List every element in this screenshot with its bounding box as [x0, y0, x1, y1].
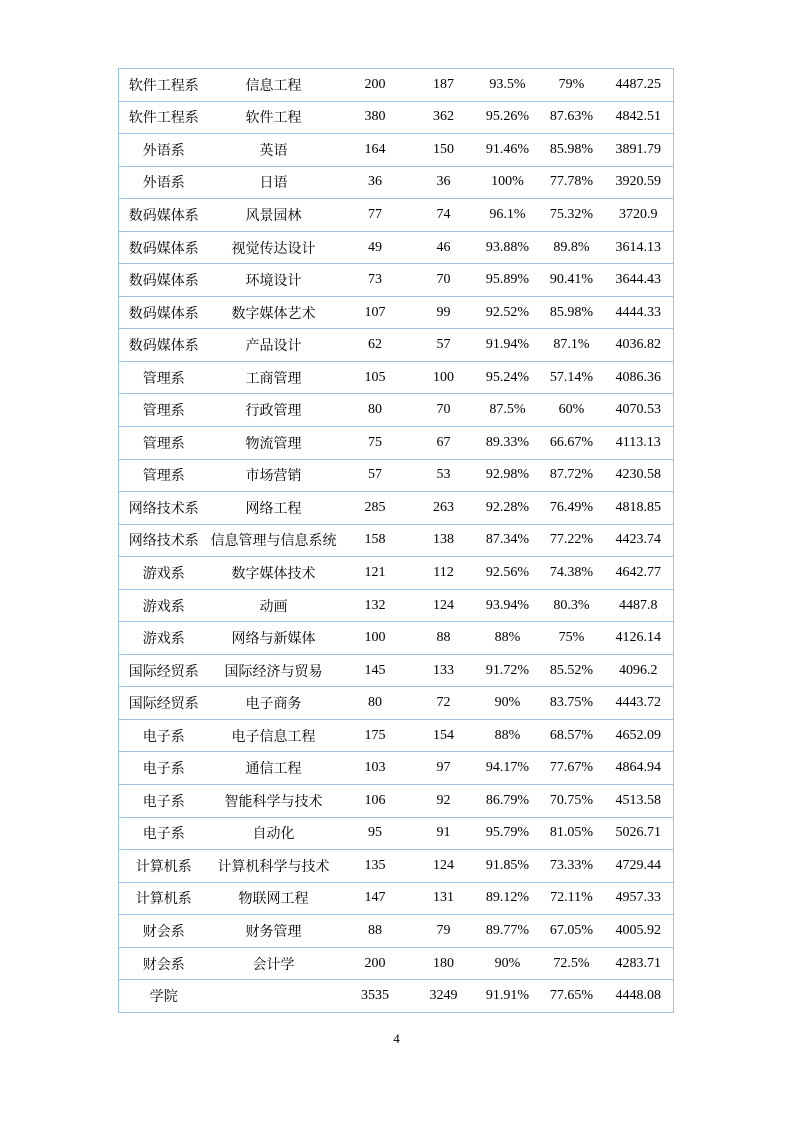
department-cell: 数码媒体系 [119, 296, 209, 329]
rate-cell: 72.11% [540, 882, 604, 915]
salary-cell: 4423.74 [604, 524, 674, 557]
employed-count-cell: 53 [412, 459, 476, 492]
department-cell: 电子系 [119, 817, 209, 850]
table-row [119, 785, 674, 818]
department-cell: 软件工程系 [119, 69, 209, 102]
page-number: 4 [393, 1031, 400, 1046]
table-row [119, 850, 674, 883]
department-cell: 国际经贸系 [119, 687, 209, 720]
department-cell: 计算机系 [119, 850, 209, 883]
employed-count-cell: 92 [412, 785, 476, 818]
employed-count-cell: 124 [412, 850, 476, 883]
salary-cell: 4443.72 [604, 687, 674, 720]
major-cell: 会计学 [209, 947, 339, 980]
major-cell: 物流管理 [209, 427, 339, 460]
table-row [119, 492, 674, 525]
major-cell: 行政管理 [209, 394, 339, 427]
rate-cell: 79% [540, 69, 604, 102]
major-cell: 信息管理与信息系统 [209, 524, 339, 557]
rate-cell: 87.72% [540, 459, 604, 492]
table-row [119, 524, 674, 557]
rate-cell: 70.75% [540, 785, 604, 818]
graduate-count-cell: 175 [339, 719, 412, 752]
employed-count-cell: 100 [412, 361, 476, 394]
employed-count-cell: 72 [412, 687, 476, 720]
graduate-count-cell: 105 [339, 361, 412, 394]
department-cell: 电子系 [119, 719, 209, 752]
rate-cell: 74.38% [540, 557, 604, 590]
rate-cell: 81.05% [540, 817, 604, 850]
department-cell: 财会系 [119, 915, 209, 948]
department-cell: 外语系 [119, 134, 209, 167]
department-cell: 管理系 [119, 459, 209, 492]
rate-cell: 68.57% [540, 719, 604, 752]
employed-count-cell: 99 [412, 296, 476, 329]
major-cell: 日语 [209, 166, 339, 199]
department-cell: 学院 [119, 980, 209, 1013]
major-cell: 数字媒体艺术 [209, 296, 339, 329]
table-row [119, 882, 674, 915]
employed-count-cell: 150 [412, 134, 476, 167]
department-cell: 电子系 [119, 752, 209, 785]
graduate-count-cell: 100 [339, 622, 412, 655]
rate-cell: 77.65% [540, 980, 604, 1013]
rate-cell: 85.98% [540, 296, 604, 329]
department-cell: 外语系 [119, 166, 209, 199]
rate-cell: 91.72% [476, 654, 540, 687]
salary-cell: 4729.44 [604, 850, 674, 883]
department-cell: 游戏系 [119, 622, 209, 655]
rate-cell: 100% [476, 166, 540, 199]
rate-cell: 91.46% [476, 134, 540, 167]
graduate-count-cell: 75 [339, 427, 412, 460]
table-row [119, 980, 674, 1013]
employed-count-cell: 112 [412, 557, 476, 590]
salary-cell: 4036.82 [604, 329, 674, 362]
department-cell: 计算机系 [119, 882, 209, 915]
rate-cell: 72.5% [540, 947, 604, 980]
major-cell [209, 980, 339, 1013]
salary-cell: 4070.53 [604, 394, 674, 427]
rate-cell: 91.94% [476, 329, 540, 362]
graduate-count-cell: 121 [339, 557, 412, 590]
major-cell: 自动化 [209, 817, 339, 850]
table-row [119, 134, 674, 167]
rate-cell: 77.22% [540, 524, 604, 557]
rate-cell: 90% [476, 947, 540, 980]
major-cell: 软件工程 [209, 101, 339, 134]
rate-cell: 91.91% [476, 980, 540, 1013]
employed-count-cell: 57 [412, 329, 476, 362]
major-cell: 国际经济与贸易 [209, 654, 339, 687]
table-row [119, 915, 674, 948]
employed-count-cell: 46 [412, 231, 476, 264]
table-row [119, 459, 674, 492]
rate-cell: 90% [476, 687, 540, 720]
rate-cell: 92.98% [476, 459, 540, 492]
employed-count-cell: 124 [412, 589, 476, 622]
employed-count-cell: 74 [412, 199, 476, 232]
department-cell: 数码媒体系 [119, 329, 209, 362]
rate-cell: 83.75% [540, 687, 604, 720]
table-row [119, 394, 674, 427]
employed-count-cell: 362 [412, 101, 476, 134]
rate-cell: 57.14% [540, 361, 604, 394]
employed-count-cell: 70 [412, 264, 476, 297]
rate-cell: 89.8% [540, 231, 604, 264]
graduate-count-cell: 95 [339, 817, 412, 850]
major-cell: 视觉传达设计 [209, 231, 339, 264]
graduate-count-cell: 145 [339, 654, 412, 687]
rate-cell: 87.34% [476, 524, 540, 557]
salary-cell: 4652.09 [604, 719, 674, 752]
employed-count-cell: 91 [412, 817, 476, 850]
rate-cell: 77.67% [540, 752, 604, 785]
table-row [119, 101, 674, 134]
employed-count-cell: 67 [412, 427, 476, 460]
table-row [119, 296, 674, 329]
graduate-count-cell: 164 [339, 134, 412, 167]
salary-cell: 5026.71 [604, 817, 674, 850]
department-cell: 管理系 [119, 394, 209, 427]
salary-cell: 4126.14 [604, 622, 674, 655]
rate-cell: 87.63% [540, 101, 604, 134]
graduate-count-cell: 3535 [339, 980, 412, 1013]
table-row [119, 329, 674, 362]
employed-count-cell: 70 [412, 394, 476, 427]
salary-cell: 4444.33 [604, 296, 674, 329]
major-cell: 电子信息工程 [209, 719, 339, 752]
salary-cell: 4005.92 [604, 915, 674, 948]
table-row [119, 264, 674, 297]
rate-cell: 92.28% [476, 492, 540, 525]
rate-cell: 95.24% [476, 361, 540, 394]
department-cell: 软件工程系 [119, 101, 209, 134]
graduate-count-cell: 107 [339, 296, 412, 329]
graduate-count-cell: 380 [339, 101, 412, 134]
rate-cell: 60% [540, 394, 604, 427]
major-cell: 智能科学与技术 [209, 785, 339, 818]
salary-cell: 4113.13 [604, 427, 674, 460]
salary-cell: 4842.51 [604, 101, 674, 134]
salary-cell: 3720.9 [604, 199, 674, 232]
employed-count-cell: 79 [412, 915, 476, 948]
rate-cell: 85.98% [540, 134, 604, 167]
salary-cell: 4096.2 [604, 654, 674, 687]
department-cell: 财会系 [119, 947, 209, 980]
major-cell: 通信工程 [209, 752, 339, 785]
graduate-count-cell: 36 [339, 166, 412, 199]
employment-data-table [118, 68, 674, 1013]
major-cell: 风景园林 [209, 199, 339, 232]
department-cell: 游戏系 [119, 557, 209, 590]
department-cell: 管理系 [119, 361, 209, 394]
graduate-count-cell: 73 [339, 264, 412, 297]
graduate-count-cell: 285 [339, 492, 412, 525]
department-cell: 国际经贸系 [119, 654, 209, 687]
department-cell: 数码媒体系 [119, 231, 209, 264]
major-cell: 电子商务 [209, 687, 339, 720]
rate-cell: 77.78% [540, 166, 604, 199]
major-cell: 环境设计 [209, 264, 339, 297]
rate-cell: 76.49% [540, 492, 604, 525]
employed-count-cell: 3249 [412, 980, 476, 1013]
graduate-count-cell: 135 [339, 850, 412, 883]
graduate-count-cell: 80 [339, 687, 412, 720]
major-cell: 工商管理 [209, 361, 339, 394]
graduate-count-cell: 88 [339, 915, 412, 948]
department-cell: 游戏系 [119, 589, 209, 622]
rate-cell: 87.5% [476, 394, 540, 427]
major-cell: 动画 [209, 589, 339, 622]
rate-cell: 92.56% [476, 557, 540, 590]
table-row [119, 719, 674, 752]
rate-cell: 95.89% [476, 264, 540, 297]
salary-cell: 4086.36 [604, 361, 674, 394]
major-cell: 计算机科学与技术 [209, 850, 339, 883]
rate-cell: 92.52% [476, 296, 540, 329]
graduate-count-cell: 77 [339, 199, 412, 232]
major-cell: 财务管理 [209, 915, 339, 948]
table-row [119, 947, 674, 980]
rate-cell: 86.79% [476, 785, 540, 818]
table-row [119, 231, 674, 264]
rate-cell: 93.5% [476, 69, 540, 102]
rate-cell: 89.77% [476, 915, 540, 948]
rate-cell: 75.32% [540, 199, 604, 232]
table-row [119, 687, 674, 720]
major-cell: 英语 [209, 134, 339, 167]
graduate-count-cell: 80 [339, 394, 412, 427]
rate-cell: 66.67% [540, 427, 604, 460]
graduate-count-cell: 49 [339, 231, 412, 264]
graduate-count-cell: 132 [339, 589, 412, 622]
rate-cell: 88% [476, 622, 540, 655]
rate-cell: 90.41% [540, 264, 604, 297]
graduate-count-cell: 103 [339, 752, 412, 785]
table-row [119, 622, 674, 655]
rate-cell: 94.17% [476, 752, 540, 785]
employed-count-cell: 154 [412, 719, 476, 752]
table-row [119, 589, 674, 622]
rate-cell: 95.26% [476, 101, 540, 134]
salary-cell: 4642.77 [604, 557, 674, 590]
rate-cell: 75% [540, 622, 604, 655]
table-row [119, 654, 674, 687]
salary-cell: 3644.43 [604, 264, 674, 297]
salary-cell: 3614.13 [604, 231, 674, 264]
employed-count-cell: 180 [412, 947, 476, 980]
table-row [119, 752, 674, 785]
graduate-count-cell: 158 [339, 524, 412, 557]
employed-count-cell: 97 [412, 752, 476, 785]
rate-cell: 87.1% [540, 329, 604, 362]
graduate-count-cell: 147 [339, 882, 412, 915]
salary-cell: 4487.25 [604, 69, 674, 102]
graduate-count-cell: 200 [339, 947, 412, 980]
salary-cell: 4283.71 [604, 947, 674, 980]
table-row [119, 166, 674, 199]
salary-cell: 4864.94 [604, 752, 674, 785]
table-row [119, 427, 674, 460]
salary-cell: 4230.58 [604, 459, 674, 492]
major-cell: 信息工程 [209, 69, 339, 102]
graduate-count-cell: 106 [339, 785, 412, 818]
employed-count-cell: 88 [412, 622, 476, 655]
rate-cell: 93.88% [476, 231, 540, 264]
major-cell: 网络工程 [209, 492, 339, 525]
salary-cell: 4957.33 [604, 882, 674, 915]
department-cell: 数码媒体系 [119, 264, 209, 297]
salary-cell: 3920.59 [604, 166, 674, 199]
employed-count-cell: 133 [412, 654, 476, 687]
employed-count-cell: 131 [412, 882, 476, 915]
rate-cell: 91.85% [476, 850, 540, 883]
major-cell: 物联网工程 [209, 882, 339, 915]
graduate-count-cell: 62 [339, 329, 412, 362]
employed-count-cell: 36 [412, 166, 476, 199]
graduate-count-cell: 200 [339, 69, 412, 102]
department-cell: 数码媒体系 [119, 199, 209, 232]
salary-cell: 3891.79 [604, 134, 674, 167]
major-cell: 数字媒体技术 [209, 557, 339, 590]
graduate-count-cell: 57 [339, 459, 412, 492]
department-cell: 网络技术系 [119, 524, 209, 557]
employed-count-cell: 263 [412, 492, 476, 525]
salary-cell: 4448.08 [604, 980, 674, 1013]
salary-cell: 4513.58 [604, 785, 674, 818]
rate-cell: 80.3% [540, 589, 604, 622]
employed-count-cell: 187 [412, 69, 476, 102]
department-cell: 网络技术系 [119, 492, 209, 525]
department-cell: 管理系 [119, 427, 209, 460]
table-row [119, 817, 674, 850]
rate-cell: 95.79% [476, 817, 540, 850]
rate-cell: 73.33% [540, 850, 604, 883]
salary-cell: 4487.8 [604, 589, 674, 622]
rate-cell: 89.33% [476, 427, 540, 460]
salary-cell: 4818.85 [604, 492, 674, 525]
major-cell: 网络与新媒体 [209, 622, 339, 655]
department-cell: 电子系 [119, 785, 209, 818]
table-row [119, 199, 674, 232]
rate-cell: 89.12% [476, 882, 540, 915]
table-row [119, 69, 674, 102]
rate-cell: 67.05% [540, 915, 604, 948]
rate-cell: 88% [476, 719, 540, 752]
rate-cell: 85.52% [540, 654, 604, 687]
major-cell: 市场营销 [209, 459, 339, 492]
table-row [119, 361, 674, 394]
table-row [119, 557, 674, 590]
employed-count-cell: 138 [412, 524, 476, 557]
major-cell: 产品设计 [209, 329, 339, 362]
rate-cell: 96.1% [476, 199, 540, 232]
rate-cell: 93.94% [476, 589, 540, 622]
table-body [119, 69, 674, 1013]
